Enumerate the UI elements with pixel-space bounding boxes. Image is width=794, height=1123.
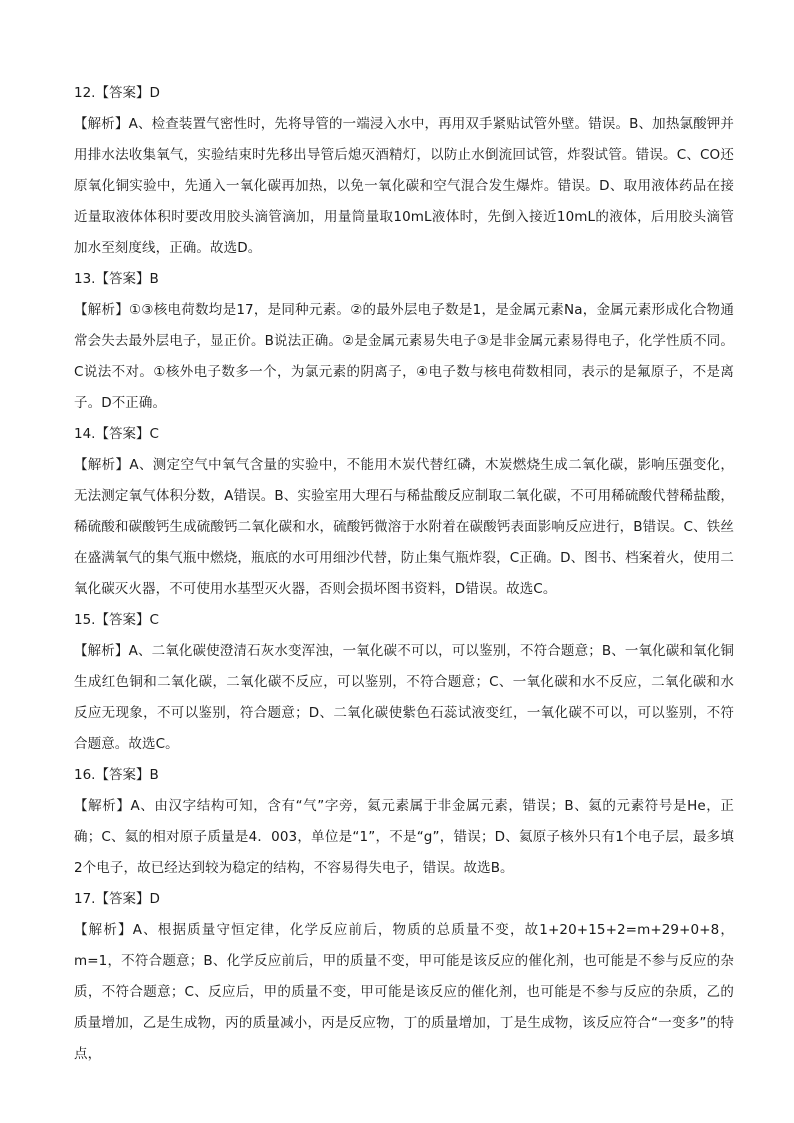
question-16	[74, 760, 734, 884]
answer-line: 14.【答案】C	[74, 426, 159, 442]
answer-explanations	[74, 78, 734, 1070]
question-14	[74, 419, 734, 605]
answer-line: 17.【答案】D	[74, 891, 160, 907]
explanation-text: 【解析】A、二氧化碳使澄清石灰水变浑浊，一氧化碳不可以，可以鉴别，不符合题意；B、一氧化碳和氧化铜生成红色铜和二氧化碳，二氧化碳不反应，可以鉴别，不符合题意；C、一氧化碳和水不反应，二氧化碳和水反应无现象，不可以鉴别，符合题意；D、二氧化碳使紫色石蕊试液变红，一氧化碳不可以，可以鉴别，不符合题意。故选C。	[74, 643, 734, 752]
answer-line: 12.【答案】D	[74, 85, 160, 101]
explanation-text: 【解析】A、测定空气中氧气含量的实验中，不能用木炭代替红磷，木炭燃烧生成二氧化碳，影响压强变化，无法测定氧气体积分数，A错误。B、实验室用大理石与稀盐酸反应制取二氧化碳，不可用稀硫酸代替稀盐酸，稀硫酸和碳酸钙生成硫酸钙二氧化碳和水，硫酸钙微溶于水附着在碳酸钙表面影响反应进行，B错误。C、铁丝在盛满氧气的集气瓶中燃烧，瓶底的水可用细沙代替，防止集气瓶炸裂，C正确。D、图书、档案着火，使用二氧化碳灭火器，不可使用水基型灭火器，否则会损坏图书资料，D错误。故选C。	[74, 457, 734, 597]
explanation-text: 【解析】A、由汉字结构可知，含有“气”字旁，氦元素属于非金属元素，错误；B、氦的元素符号是He，正确；C、氦的相对原子质量是4．003，单位是“1”，不是“g”，错误；D、氦原子核外只有1个电子层，最多填2个电子，故已经达到较为稳定的结构，不容易得失电子，错误。故选B。	[74, 798, 734, 876]
question-17	[74, 884, 734, 1070]
explanation-text: 【解析】A、根据质量守恒定律，化学反应前后，物质的总质量不变，故1+20+15+2=m+29+0+8，m=1，不符合题意；B、化学反应前后，甲的质量不变，甲可能是该反应的催化剂，也可能是不参与反应的杂质，不符合题意；C、反应后，甲的质量不变，甲可能是该反应的催化剂，也可能是不参与反应的杂质，乙的质量增加，乙是生成物，丙的质量减小，丙是反应物，丁的质量增加，丁是生成物，该反应符合“一变多”的特点，	[74, 922, 734, 1062]
answer-line: 15.【答案】C	[74, 612, 159, 628]
explanation-text: 【解析】①③核电荷数均是17，是同种元素。②的最外层电子数是1，是金属元素Na，金属元素形成化合物通常会失去最外层电子，显正价。B说法正确。②是金属元素易失电子③是非金属元素易得电子，化学性质不同。C说法不对。①核外电子数多一个，为氯元素的阴离子，④电子数与核电荷数相同，表示的是氟原子，不是离子。D不正确。	[74, 302, 734, 411]
question-15	[74, 605, 734, 760]
explanation-text: 【解析】A、检查装置气密性时，先将导管的一端浸入水中，再用双手紧贴试管外壁。错误。B、加热氯酸钾并用排水法收集氧气，实验结束时先移出导管后熄灭酒精灯，以防止水倒流回试管，炸裂试管。错误。C、CO还原氧化铜实验中，先通入一氧化碳再加热，以免一氧化碳和空气混合发生爆炸。错误。D、取用液体药品在接近量取液体体积时要改用胶头滴管滴加，用量筒量取10mL液体时，先倒入接近10mL的液体，后用胶头滴管加水至刻度线，正确。故选D。	[74, 116, 734, 256]
question-13	[74, 264, 734, 419]
question-12	[74, 78, 734, 264]
answer-line: 16.【答案】B	[74, 767, 159, 783]
answer-line: 13.【答案】B	[74, 271, 159, 287]
